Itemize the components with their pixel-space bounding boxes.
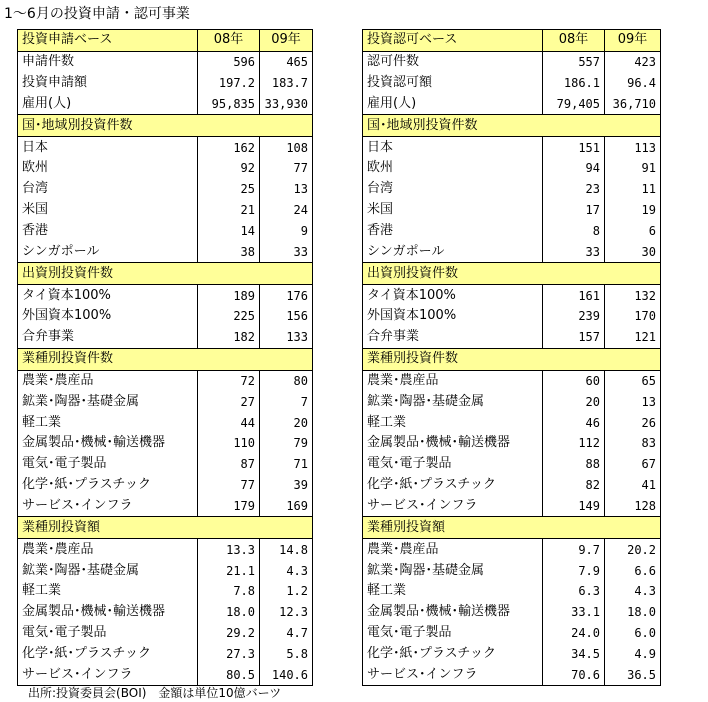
row-label: 金属製品･機械･輸送機器 (18, 602, 198, 623)
table-header-row (363, 30, 661, 52)
value-2009: 33 (260, 241, 313, 262)
table-row (363, 200, 661, 221)
value-2008: 6.3 (543, 581, 605, 602)
value-2009: 13 (605, 391, 661, 412)
value-2008: 33 (543, 241, 605, 262)
table-row (363, 221, 661, 242)
row-label: 雇用(人) (18, 94, 198, 115)
row-label: タイ資本100% (363, 285, 543, 306)
value-2008: 46 (543, 412, 605, 433)
value-2008: 9.7 (543, 539, 605, 560)
table-row (363, 602, 661, 623)
row-label: サービス･インフラ (363, 496, 543, 517)
value-2008: 186.1 (543, 73, 605, 94)
value-2009: 1.2 (260, 581, 313, 602)
value-2009: 128 (605, 496, 661, 517)
table-row (18, 158, 313, 179)
table-header-year: 09年 (260, 30, 313, 52)
row-label: 香港 (18, 221, 198, 242)
value-2009: 18.0 (605, 602, 661, 623)
table-row (18, 179, 313, 200)
table-row (363, 412, 661, 433)
table-header-row (18, 30, 313, 52)
value-2008: 596 (198, 51, 260, 72)
row-label: 電気･電子製品 (363, 454, 543, 475)
table-row (363, 581, 661, 602)
section-header-row (363, 263, 661, 285)
value-2009: 4.9 (605, 643, 661, 664)
row-label: 鉱業･陶器･基礎金属 (18, 391, 198, 412)
table-row (18, 370, 313, 391)
value-2009: 20 (260, 412, 313, 433)
section-title: 出資別投資件数 (18, 263, 313, 285)
value-2008: 8 (543, 221, 605, 242)
value-2009: 96.4 (605, 73, 661, 94)
table-row (363, 370, 661, 391)
table-approval-basis (362, 29, 661, 686)
page-title: 1～6月の投資申請・認可事業 (4, 6, 190, 22)
table-row (363, 623, 661, 644)
table-row (363, 285, 661, 306)
value-2009: 13 (260, 179, 313, 200)
row-label: 投資申請額 (18, 73, 198, 94)
row-label: 金属製品･機械･輸送機器 (18, 433, 198, 454)
value-2008: 17 (543, 200, 605, 221)
table-header-year: 08年 (198, 30, 260, 52)
table-row (18, 285, 313, 306)
value-2008: 79,405 (543, 94, 605, 115)
table-row (18, 221, 313, 242)
value-2008: 80.5 (198, 664, 260, 685)
value-2008: 92 (198, 158, 260, 179)
table-row (18, 560, 313, 581)
row-label: サービス･インフラ (18, 496, 198, 517)
value-2008: 239 (543, 306, 605, 327)
row-label: 農業･農産品 (363, 370, 543, 391)
value-2009: 6.0 (605, 623, 661, 644)
value-2009: 12.3 (260, 602, 313, 623)
value-2009: 33,930 (260, 94, 313, 115)
row-label: 外国資本100% (18, 306, 198, 327)
value-2008: 94 (543, 158, 605, 179)
value-2009: 4.7 (260, 623, 313, 644)
value-2009: 71 (260, 454, 313, 475)
value-2008: 161 (543, 285, 605, 306)
table-row (363, 643, 661, 664)
row-label: 欧州 (363, 158, 543, 179)
table-row (363, 475, 661, 496)
table-row (363, 73, 661, 94)
table-row (18, 94, 313, 115)
value-2009: 41 (605, 475, 661, 496)
row-label: 化学･紙･プラスチック (363, 475, 543, 496)
value-2009: 423 (605, 51, 661, 72)
table-row (18, 623, 313, 644)
row-label: 台湾 (363, 179, 543, 200)
value-2009: 65 (605, 370, 661, 391)
value-2009: 170 (605, 306, 661, 327)
table-row (363, 51, 661, 72)
row-label: 欧州 (18, 158, 198, 179)
value-2008: 33.1 (543, 602, 605, 623)
value-2009: 39 (260, 475, 313, 496)
row-label: 金属製品･機械･輸送機器 (363, 433, 543, 454)
table-row (363, 241, 661, 262)
value-2009: 19 (605, 200, 661, 221)
value-2008: 29.2 (198, 623, 260, 644)
table-row (18, 241, 313, 262)
table-row (18, 475, 313, 496)
value-2009: 183.7 (260, 73, 313, 94)
value-2008: 34.5 (543, 643, 605, 664)
value-2008: 21 (198, 200, 260, 221)
section-title: 国･地域別投資件数 (18, 115, 313, 137)
value-2008: 151 (543, 137, 605, 158)
value-2008: 87 (198, 454, 260, 475)
row-label: 鉱業･陶器･基礎金属 (363, 560, 543, 581)
value-2009: 6 (605, 221, 661, 242)
table-row (363, 391, 661, 412)
table-application-basis (17, 29, 313, 686)
value-2009: 132 (605, 285, 661, 306)
row-label: 雇用(人) (363, 94, 543, 115)
value-2008: 557 (543, 51, 605, 72)
row-label: 電気･電子製品 (363, 623, 543, 644)
table-row (363, 158, 661, 179)
value-2008: 18.0 (198, 602, 260, 623)
value-2008: 27.3 (198, 643, 260, 664)
value-2009: 156 (260, 306, 313, 327)
value-2009: 7 (260, 391, 313, 412)
value-2009: 113 (605, 137, 661, 158)
value-2008: 20 (543, 391, 605, 412)
row-label: サービス･インフラ (18, 664, 198, 685)
table-row (363, 454, 661, 475)
value-2008: 7.9 (543, 560, 605, 581)
table-body-right (363, 30, 661, 686)
table-header-year: 08年 (543, 30, 605, 52)
value-2009: 91 (605, 158, 661, 179)
table-row (18, 73, 313, 94)
table-row (18, 664, 313, 685)
table-row (18, 306, 313, 327)
value-2009: 6.6 (605, 560, 661, 581)
table-row (363, 306, 661, 327)
value-2008: 157 (543, 327, 605, 348)
value-2009: 83 (605, 433, 661, 454)
value-2008: 24.0 (543, 623, 605, 644)
value-2008: 179 (198, 496, 260, 517)
table-row (18, 643, 313, 664)
section-header-row (18, 115, 313, 137)
row-label: 日本 (18, 137, 198, 158)
table-row (18, 581, 313, 602)
table-row (18, 433, 313, 454)
section-header-row (363, 348, 661, 370)
row-label: 鉱業･陶器･基礎金属 (18, 560, 198, 581)
table-row (18, 539, 313, 560)
value-2008: 182 (198, 327, 260, 348)
section-title: 業種別投資額 (18, 517, 313, 539)
row-label: 金属製品･機械･輸送機器 (363, 602, 543, 623)
value-2009: 80 (260, 370, 313, 391)
value-2009: 108 (260, 137, 313, 158)
value-2008: 88 (543, 454, 605, 475)
value-2009: 5.8 (260, 643, 313, 664)
row-label: 米国 (363, 200, 543, 221)
row-label: 化学･紙･プラスチック (18, 475, 198, 496)
row-label: 電気･電子製品 (18, 623, 198, 644)
value-2009: 36,710 (605, 94, 661, 115)
row-label: 軽工業 (18, 581, 198, 602)
row-label: サービス･インフラ (363, 664, 543, 685)
table-body-left (18, 30, 313, 686)
value-2009: 169 (260, 496, 313, 517)
row-label: 農業･農産品 (18, 370, 198, 391)
table-row (18, 602, 313, 623)
value-2009: 11 (605, 179, 661, 200)
value-2008: 197.2 (198, 73, 260, 94)
value-2009: 26 (605, 412, 661, 433)
table-row (18, 412, 313, 433)
table-row (363, 94, 661, 115)
row-label: タイ資本100% (18, 285, 198, 306)
table-row (18, 200, 313, 221)
row-label: 化学･紙･プラスチック (363, 643, 543, 664)
row-label: 外国資本100% (363, 306, 543, 327)
table-row (363, 179, 661, 200)
section-header-row (18, 348, 313, 370)
value-2008: 77 (198, 475, 260, 496)
table-row (363, 327, 661, 348)
table-row (363, 433, 661, 454)
table-row (363, 137, 661, 158)
value-2008: 225 (198, 306, 260, 327)
table-row (18, 327, 313, 348)
value-2008: 38 (198, 241, 260, 262)
table-header-year: 09年 (605, 30, 661, 52)
row-label: 合弁事業 (18, 327, 198, 348)
table-header-label: 投資認可ベース (363, 30, 543, 52)
row-label: 日本 (363, 137, 543, 158)
section-header-row (18, 517, 313, 539)
value-2009: 67 (605, 454, 661, 475)
value-2008: 23 (543, 179, 605, 200)
value-2008: 70.6 (543, 664, 605, 685)
table-row (363, 496, 661, 517)
table-row (18, 454, 313, 475)
value-2008: 110 (198, 433, 260, 454)
table-row (363, 539, 661, 560)
row-label: 鉱業･陶器･基礎金属 (363, 391, 543, 412)
row-label: 投資認可額 (363, 73, 543, 94)
value-2008: 112 (543, 433, 605, 454)
section-title: 業種別投資件数 (18, 348, 313, 370)
value-2009: 4.3 (605, 581, 661, 602)
value-2008: 14 (198, 221, 260, 242)
value-2008: 189 (198, 285, 260, 306)
row-label: 米国 (18, 200, 198, 221)
value-2008: 44 (198, 412, 260, 433)
value-2008: 82 (543, 475, 605, 496)
table-row (18, 137, 313, 158)
row-label: 台湾 (18, 179, 198, 200)
value-2009: 24 (260, 200, 313, 221)
section-title: 業種別投資額 (363, 517, 661, 539)
table-row (363, 664, 661, 685)
value-2008: 27 (198, 391, 260, 412)
value-2009: 9 (260, 221, 313, 242)
value-2009: 121 (605, 327, 661, 348)
table-row (18, 391, 313, 412)
table-row (363, 560, 661, 581)
row-label: 認可件数 (363, 51, 543, 72)
value-2008: 149 (543, 496, 605, 517)
section-header-row (363, 517, 661, 539)
value-2009: 133 (260, 327, 313, 348)
section-title: 業種別投資件数 (363, 348, 661, 370)
row-label: 香港 (363, 221, 543, 242)
value-2009: 20.2 (605, 539, 661, 560)
row-label: 化学･紙･プラスチック (18, 643, 198, 664)
row-label: シンガポール (18, 241, 198, 262)
row-label: 電気･電子製品 (18, 454, 198, 475)
value-2009: 465 (260, 51, 313, 72)
row-label: 合弁事業 (363, 327, 543, 348)
table-header-label: 投資申請ベース (18, 30, 198, 52)
row-label: 軽工業 (18, 412, 198, 433)
value-2008: 25 (198, 179, 260, 200)
table-row (18, 51, 313, 72)
section-title: 国･地域別投資件数 (363, 115, 661, 137)
value-2009: 77 (260, 158, 313, 179)
row-label: 申請件数 (18, 51, 198, 72)
value-2008: 72 (198, 370, 260, 391)
row-label: 軽工業 (363, 581, 543, 602)
section-header-row (363, 115, 661, 137)
value-2008: 162 (198, 137, 260, 158)
source-note: 出所:投資委員会(BOI) 金額は単位10億バーツ (28, 686, 282, 700)
value-2008: 60 (543, 370, 605, 391)
value-2009: 36.5 (605, 664, 661, 685)
value-2008: 13.3 (198, 539, 260, 560)
section-title: 出資別投資件数 (363, 263, 661, 285)
table-row (18, 496, 313, 517)
value-2009: 79 (260, 433, 313, 454)
value-2009: 30 (605, 241, 661, 262)
value-2009: 14.8 (260, 539, 313, 560)
value-2008: 21.1 (198, 560, 260, 581)
row-label: 農業･農産品 (18, 539, 198, 560)
row-label: シンガポール (363, 241, 543, 262)
value-2009: 4.3 (260, 560, 313, 581)
value-2008: 7.8 (198, 581, 260, 602)
value-2008: 95,835 (198, 94, 260, 115)
row-label: 農業･農産品 (363, 539, 543, 560)
value-2009: 176 (260, 285, 313, 306)
section-header-row (18, 263, 313, 285)
row-label: 軽工業 (363, 412, 543, 433)
value-2009: 140.6 (260, 664, 313, 685)
